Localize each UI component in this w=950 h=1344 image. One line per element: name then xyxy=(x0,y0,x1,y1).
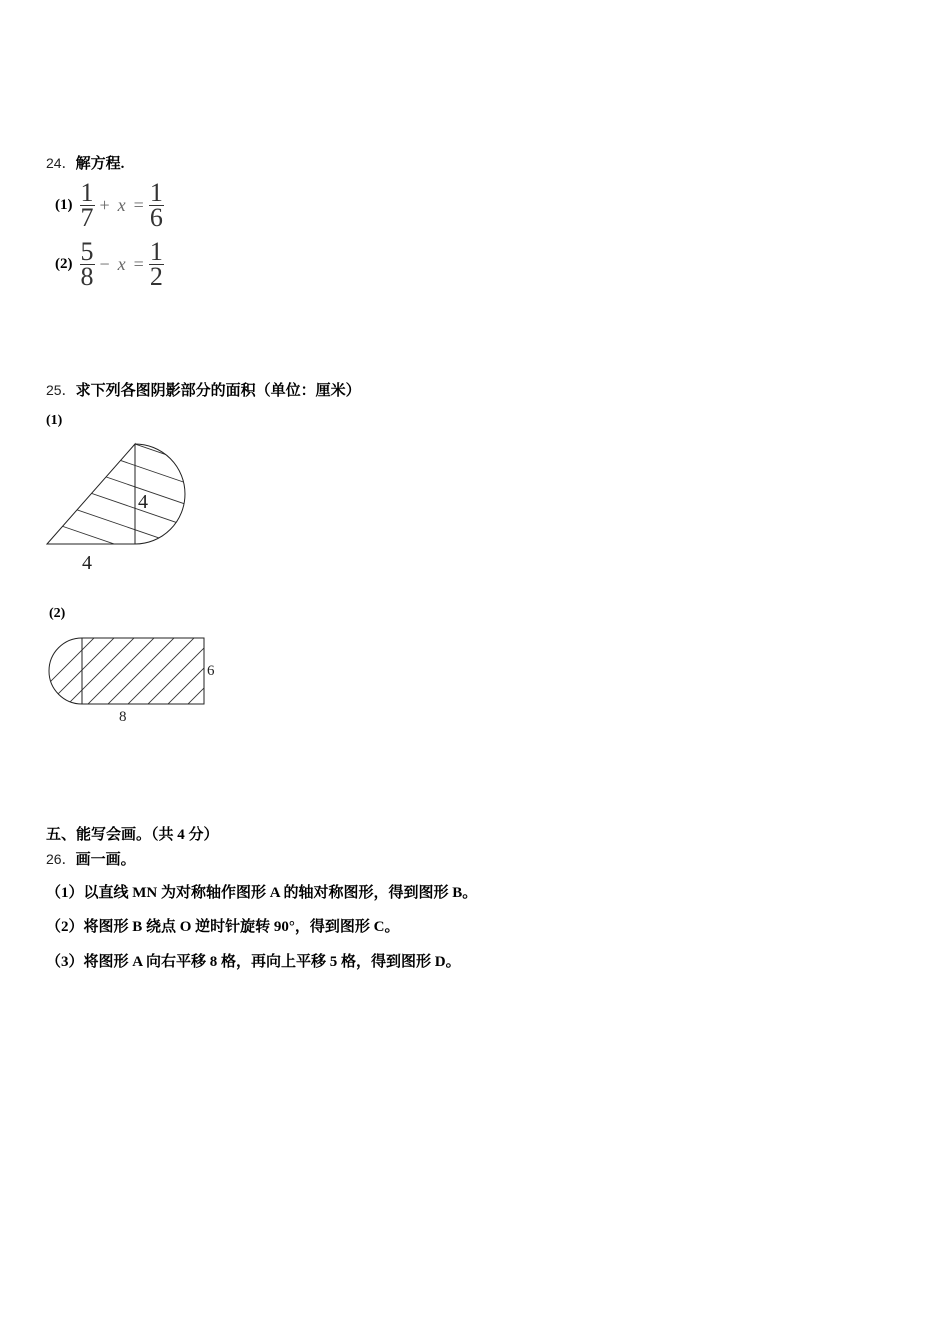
base-label: 4 xyxy=(82,552,92,574)
fraction-one-seventh xyxy=(80,178,95,232)
figure-1-label: (1) xyxy=(46,413,63,428)
rectangle-outline xyxy=(82,638,204,704)
equation-2-label: (2) xyxy=(55,256,73,272)
q24-number: 24． xyxy=(46,155,76,171)
q26-title: 画一画。 xyxy=(75,852,136,868)
figure-2-label: (2) xyxy=(49,606,66,621)
q24-heading xyxy=(46,152,124,173)
figure-2-hatching xyxy=(40,632,230,732)
semicircle-outline xyxy=(49,638,82,704)
height-label: 4 xyxy=(138,491,148,513)
q26-heading xyxy=(46,848,136,869)
fraction-one-sixth xyxy=(149,178,164,232)
q26-item-1: （1）以直线 MN 为对称轴作图形 A 的轴对称图形，得到图形 B。 xyxy=(46,885,478,901)
numerator: 5 xyxy=(80,237,94,266)
equals-sign: = xyxy=(133,195,144,215)
equation-2 xyxy=(55,237,165,291)
section-5-title: 五、能写会画。（共 4 分） xyxy=(46,827,219,843)
q25-title: 求下列各图阴影部分的面积（单位：厘米） xyxy=(75,383,361,399)
plus-sign: + xyxy=(99,195,110,215)
equation-1 xyxy=(55,178,165,232)
numerator: 1 xyxy=(80,178,94,207)
q26-number: 26． xyxy=(46,851,76,867)
side-label-6: 6 xyxy=(207,663,215,679)
q25-heading xyxy=(46,379,361,400)
q26-item-2: （2）将图形 B 绕点 O 逆时针旋转 90°，得到图形 C。 xyxy=(46,919,400,935)
denominator: 6 xyxy=(149,203,163,232)
numerator: 1 xyxy=(149,237,163,266)
q26-item-3: （3）将图形 A 向右平移 8 格，再向上平移 5 格，得到图形 D。 xyxy=(46,954,461,970)
equals-sign: = xyxy=(133,254,144,274)
variable-x: x xyxy=(117,254,126,274)
denominator: 2 xyxy=(149,262,163,291)
q25-number: 25． xyxy=(46,382,76,398)
side-label-8: 8 xyxy=(119,709,127,725)
triangle-outline xyxy=(47,444,135,544)
figure-1-diagram xyxy=(40,440,200,580)
numerator: 1 xyxy=(149,178,163,207)
equation-1-label: (1) xyxy=(55,197,73,213)
q24-title: 解方程. xyxy=(75,156,125,172)
denominator: 8 xyxy=(80,262,94,291)
denominator: 7 xyxy=(80,203,94,232)
fraction-five-eighths xyxy=(80,237,95,291)
fraction-one-half xyxy=(149,237,164,291)
figure-1-hatching xyxy=(50,440,200,570)
figure-2-diagram xyxy=(40,632,230,732)
minus-sign: − xyxy=(99,254,110,274)
variable-x: x xyxy=(117,195,126,215)
